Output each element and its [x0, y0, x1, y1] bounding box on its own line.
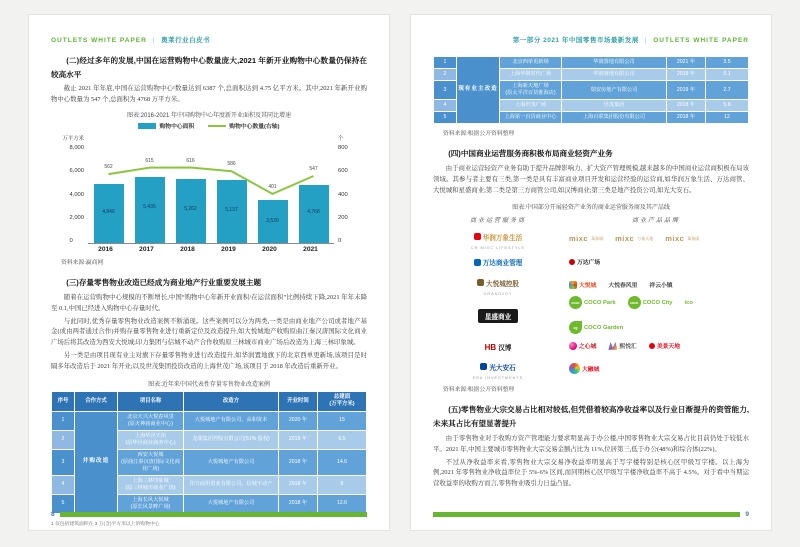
running-head-divider: |	[644, 37, 648, 44]
brand-chip	[608, 280, 637, 289]
renovator-cell: 华润置地有限公司	[562, 57, 666, 68]
brand-wordmark: mixc	[665, 234, 685, 244]
operator-name: 华润万象生活	[482, 234, 523, 242]
line-point-label: 616	[186, 157, 195, 164]
x-axis-label: 2021	[303, 246, 318, 254]
right-tick: 800	[338, 145, 348, 152]
operator-name: 光大安石	[489, 364, 516, 372]
brand-logo-grid	[433, 227, 749, 380]
project-name-cell: 北京西单更新场	[500, 57, 561, 68]
left-page-number: 8	[51, 511, 55, 518]
x-axis-label: 2019	[221, 246, 236, 254]
operator-logo-icon	[477, 279, 484, 286]
shopping-center-chart	[51, 110, 367, 253]
section3-heading: (三)存量零售物业改造已经成为商业地产行业重要发展主题	[66, 278, 262, 288]
table-header-cell: 项目名称	[118, 392, 183, 411]
brand-logo-icon: cg	[569, 321, 582, 334]
brand-chip	[569, 296, 616, 309]
operator-subtitle: EBA INVESTMENTS	[472, 376, 524, 381]
renovator-cell: 大悦城地产有限公司、高和资本	[184, 412, 278, 430]
footnote: 1 仅包括建筑面积在 3 万(含)平方米以上的购物中心	[51, 521, 160, 527]
table-header-row	[52, 392, 366, 411]
bar-value-label: 5,435	[143, 204, 156, 211]
brand-name: 大融城	[582, 367, 600, 374]
brand-logo-icon	[649, 343, 655, 349]
operator-logo-icon	[474, 233, 481, 240]
gfa-cell: 5.1	[706, 69, 748, 80]
gfa-cell: 15	[318, 412, 366, 430]
brand-chip	[569, 280, 596, 289]
brand-list	[563, 257, 749, 266]
section3-paragraph-1: 随着在运营购物中心规模的不断增长,中国“购物中心年新开业面积/在运营面积”比例持续下降,2021 年年末降至 0.1,中国已经进入购物中心存量时代。	[51, 293, 367, 312]
left-tick: 2,000	[69, 214, 84, 221]
bar-value-label: 5,137	[225, 206, 238, 213]
right-axis-unit: 个	[338, 136, 344, 143]
operator-wordmark	[474, 232, 523, 242]
brand-name: 大悦春风里	[608, 283, 638, 290]
opening-time-cell: 2021 年	[667, 57, 705, 68]
gfa-cell: 12	[706, 112, 748, 123]
count-line	[88, 145, 334, 243]
section2-heading: (二)经过多年的发展,中国在运营购物中心数量庞大,2021 年新开业购物中心数量仍保持在较高水平	[51, 56, 367, 79]
gfa-cell: 8	[318, 476, 366, 494]
operator-logo	[433, 273, 563, 296]
operator-wordmark	[480, 362, 515, 372]
line-point-label: 547	[309, 166, 318, 173]
running-head-section: 第一部分 2021 年中国零售市场最新发展	[512, 37, 639, 44]
table-header-cell: 序号	[52, 392, 74, 411]
opening-time-cell: 2019 年	[279, 431, 317, 449]
chart-legend	[51, 121, 367, 130]
brand-name: 萬象城	[591, 235, 604, 241]
row-number-cell: 5	[52, 495, 74, 513]
left-tick: 0	[69, 238, 73, 245]
brand-chip	[628, 296, 673, 309]
right-tick: 600	[338, 168, 348, 175]
brand-name: 祥云小镇	[649, 283, 673, 290]
brand-name: 之心城	[579, 344, 597, 351]
brand-chip	[569, 363, 599, 374]
brand-matrix-headers	[433, 215, 749, 224]
operator-logo	[433, 253, 563, 271]
line-point-label: 562	[104, 164, 113, 171]
brand-name: COCO City	[642, 299, 673, 306]
section5-paragraph-1: 由于零售物业对于收购方资产管理能力要求明显高于办公楼,中国零售物业大宗交易占比目前仍处于较低水平。2021 年,中国主要城市零售物业大宗交易金额占比为 11%,位居第三,低于办公(48%)和综合体(22%)。	[433, 434, 749, 453]
chart-x-labels	[85, 246, 331, 253]
row-number-cell: 3	[434, 81, 456, 99]
brand-matrix-title: 图表:中国部分开展轻资产业务的商业运营服务商及其产品线	[512, 205, 670, 212]
row-number-cell: 5	[434, 112, 456, 123]
opening-time-cell: 2018 年	[279, 450, 317, 475]
row-number-cell: 2	[434, 69, 456, 80]
line-point-label: 401	[268, 183, 277, 190]
project-name-cell: 北京大兴大悦春风里 (原火神庙商业中心)	[118, 412, 183, 430]
left-running-head	[51, 35, 367, 44]
right-page-number: 9	[745, 511, 749, 518]
gfa-cell: 12.6	[318, 495, 366, 513]
renovator-cell: 瑞安房地产有限公司	[562, 81, 666, 99]
renovator-cell: 上海百联集团股份有限公司	[562, 112, 666, 123]
operator-wordmark	[485, 342, 512, 352]
operator-logo	[433, 357, 563, 380]
chart-plot-area	[88, 145, 334, 244]
operator-prefix: HB	[484, 342, 497, 352]
group-label-cell: 现有业主改造	[457, 57, 499, 123]
brand-chip	[569, 257, 600, 266]
operator-subtitle: GRANDJOY	[483, 292, 513, 297]
brand-source: 资料来源:根据公开资料整理	[443, 387, 515, 394]
brand-chip	[608, 341, 636, 350]
project-name-cell: 上海华润时代广场	[500, 69, 561, 80]
brand-name: COCO Park	[584, 299, 616, 306]
left-tick: 4,000	[69, 191, 84, 198]
brand-row	[433, 334, 749, 357]
section4-heading: (四)中国商业运营服务商积极布局商业轻资产业务	[448, 149, 613, 159]
opening-time-cell: 2019 年	[667, 81, 705, 99]
x-axis-label: 2017	[139, 246, 154, 254]
group-label-cell: 并购改造	[75, 412, 117, 513]
brand-row	[433, 273, 749, 296]
brand-chip	[569, 321, 623, 334]
table-header-cell: 改造方	[184, 392, 278, 411]
opening-time-cell: 2018 年	[667, 112, 705, 123]
line-point-label: 586	[227, 161, 236, 168]
section3-paragraph-2: 与此同时,优秀存量零售物业改造案例不断涌现。这些案例可以分为两类,一类是由商业地产公司或者地产基金(或由两者通过合作)并购存量零售物业进行重新定位及改造提升,如大悦城地产收购原曲江秦汉唐国际文化商业广场后将其改造为西安大悦城;印力集团与信城不动产合作收购原三林城市商业广场后改造为上海三林印象城。	[51, 317, 367, 347]
brand-name: 萬象匯	[687, 235, 700, 241]
brand-name: 美景天地	[656, 344, 681, 351]
chart-source: 资料来源:赢商网	[61, 260, 104, 267]
brand-name: 万达广场	[577, 260, 601, 267]
brand-chip	[569, 341, 596, 350]
right-tick: 200	[338, 214, 348, 221]
operator-name: 大悦城控股	[486, 280, 519, 288]
x-axis-label: 2018	[180, 246, 195, 254]
brand-row	[433, 357, 749, 380]
running-head-en: OUTLETS WHITE PAPER	[51, 37, 147, 44]
opening-time-cell: 2018 年	[279, 495, 317, 513]
opening-time-cell: 2019 年	[667, 69, 705, 80]
x-axis-label: 2016	[98, 246, 113, 254]
brand-logo-icon	[569, 281, 577, 289]
left-page-footer	[51, 511, 367, 518]
brand-column-header: 商业产品品牌	[631, 218, 680, 225]
gfa-cell: 3.5	[706, 57, 748, 68]
bar-value-label: 3,530	[266, 218, 279, 225]
running-head-en: OUTLETS WHITE PAPER	[653, 37, 749, 44]
brand-chip	[649, 280, 672, 289]
section2-paragraph: 截止 2021 年年底,中国在运营购物中心¹数量达到 6387 个,总面积达到 4.75 亿平方米。其中,2021 年新开业购物中心数量为 547 个,总面积为 4768 万平方米。	[51, 85, 367, 104]
right-tick: 0	[338, 238, 342, 245]
operator-logo-icon	[480, 363, 487, 370]
project-name-cell: 上海第一百货商业中心	[500, 112, 561, 123]
bar-value-label: 4,846	[102, 208, 115, 215]
legend-item-area	[138, 121, 194, 130]
right-page-footer	[433, 511, 749, 518]
operator-logo	[433, 227, 563, 250]
brand-logo-icon	[569, 259, 575, 265]
brand-name: ico	[684, 299, 693, 306]
operator-logo	[433, 306, 563, 324]
brand-logo-icon: coco	[569, 296, 582, 309]
renovator-cell: 大悦城地产有限公司	[184, 450, 278, 475]
brand-wordmark: mixc	[615, 234, 635, 244]
page-left	[28, 14, 390, 531]
brand-name: 熙悦汇	[619, 344, 637, 351]
gfa-cell: 2.7	[706, 81, 748, 99]
brand-logo-icon	[569, 342, 577, 350]
operator-name: 万达商业管理	[482, 260, 523, 268]
legend-item-count	[208, 121, 279, 130]
legend-area-label: 购物中心面积	[159, 124, 195, 131]
renovation-table-left	[51, 391, 367, 514]
section5-paragraph-2: 不过从净收益率来看,零售物业大宗交易净收益率明显高于写字楼特别是核心区甲级写字楼。以上海为例,2021 年零售物业净收益率位于 5%-6% 区间,而同期核心区甲级写字楼净收益率不高于 4.5%。对于看中当期运营收益率的收购方而言,零售物业吸引力日益凸显。	[433, 458, 749, 488]
renovator-cell: 华润置地有限公司	[562, 69, 666, 80]
brand-chip	[685, 300, 693, 306]
operator-wordmark	[478, 309, 518, 323]
section5-heading: (五)零售物业大宗交易占比相对较低,但凭借着较高净收益率以及行业日渐提升的资管能力,未来其占比有望显著提升	[433, 405, 749, 429]
right-axis-ticks	[338, 146, 348, 244]
project-name-cell: 上海世茂广场	[500, 100, 561, 111]
bar-value-label: 5,262	[184, 205, 197, 212]
brand-row	[433, 227, 749, 250]
brand-chip	[615, 234, 653, 243]
project-name-cell: 西安大悦城 (原曲江秦汉唐国际文化商业广场)	[118, 450, 183, 475]
brand-list	[563, 363, 749, 374]
table-header-cell: 总建面 (万平方米)	[318, 392, 366, 411]
project-name-cell: 上海长风大悦城 (原长风景畔广场)	[118, 495, 183, 513]
footer-bar	[433, 512, 740, 517]
gfa-cell: 6.5	[318, 431, 366, 449]
operator-column-header: 商业运营服务商	[469, 218, 526, 225]
operator-subtitle: CR MIXC LIFESTYLE	[470, 246, 526, 251]
bar-swatch-icon	[138, 123, 156, 129]
opening-time-cell: 2018 年	[279, 476, 317, 494]
brand-list	[563, 341, 749, 350]
right-table-source: 资料来源:根据公开资料整理	[443, 131, 515, 138]
left-axis-unit: 万平方米	[62, 136, 84, 143]
right-axis	[334, 134, 364, 244]
x-axis-label: 2020	[262, 246, 277, 254]
running-head-divider: |	[152, 37, 156, 44]
brand-chip	[665, 234, 699, 243]
left-axis	[54, 134, 88, 244]
brand-logo-icon	[569, 363, 580, 374]
right-running-head	[433, 35, 749, 44]
opening-time-cell: 2020 年	[279, 412, 317, 430]
brand-row	[433, 296, 749, 334]
project-name-cell: 上海新天地广场 (原太平洋百货淮海店)	[500, 81, 561, 99]
row-number-cell: 4	[434, 100, 456, 111]
brand-name: 万象天地	[637, 235, 654, 241]
renovator-cell: 世茂集团	[562, 100, 666, 111]
page-right	[410, 14, 772, 531]
gfa-cell: 5.8	[706, 100, 748, 111]
left-tick: 8,000	[69, 145, 84, 152]
left-tick: 6,000	[69, 168, 84, 175]
brand-logo-icon: coco	[628, 296, 641, 309]
table-header-cell: 合作方式	[75, 392, 117, 411]
brand-wordmark: mixc	[569, 234, 589, 244]
chart-title: 图表:2016-2021 年中国购物中心年度新开业面积及其同比增速	[126, 113, 292, 120]
brand-list	[563, 280, 749, 289]
brand-row	[433, 250, 749, 273]
brand-logo-icon	[608, 342, 617, 350]
row-number-cell: 2	[52, 431, 74, 449]
section3-paragraph-3: 另一类是由项目现有业主对旗下存量零售物业进行改造提升,如华润置地旗下的北京西单更新场,该项目是时隔多年改造后于 2021 年开业;以及世茂集团投资改造的上海世茂广场,该项目于 2018 年改造后重新开业。	[51, 352, 367, 371]
brand-list	[563, 296, 749, 334]
operator-logo-icon	[474, 259, 481, 266]
row-number-cell: 1	[52, 412, 74, 430]
left-axis-ticks	[69, 146, 84, 244]
brand-chip	[569, 234, 603, 243]
row-number-cell: 3	[52, 450, 74, 475]
legend-count-label: 购物中心数量(右轴)	[229, 124, 280, 131]
renovation-table	[51, 391, 367, 514]
project-name-cell: 上海华泾天街 (原华泾商业商务中心)	[118, 431, 183, 449]
left-table-title: 图表:近年来中国代表性存量零售物业改造案例	[148, 381, 270, 388]
opening-time-cell: 2018 年	[667, 100, 705, 111]
renovation-table	[433, 56, 749, 124]
operator-wordmark	[477, 278, 519, 288]
operator-name: 汉博	[498, 345, 512, 353]
operator-logo	[433, 337, 563, 355]
renovator-cell: 大悦城地产有限公司	[184, 495, 278, 513]
gfa-cell: 14.6	[318, 450, 366, 475]
brand-name: COCO Garden	[584, 324, 624, 331]
section4-paragraph: 由于商业运营轻资产业务有助于提升品牌影响力、扩大资产管理规模,越来越多的中国商业运营商积极布局该领域。其参与者主要有三类,第一类是具有丰富商业项目开发和运营经验的运营商,如华润万象生活、万达商管、大悦城和星盛商业;第二类是第三方商管公司,如汉博商业;第三类是地产投资公司,如光大安石。	[433, 164, 749, 194]
bar-value-label: 4,768	[307, 209, 320, 216]
renovation-table-right	[433, 56, 749, 124]
line-swatch-icon	[208, 125, 226, 127]
running-head-zh: 奥莱行业白皮书	[161, 37, 211, 44]
brand-chip	[649, 341, 680, 350]
table-header-cell: 开业时间	[279, 392, 317, 411]
brand-name: 大悦城	[579, 283, 597, 290]
renovator-cell: 印力商用置业有限公司、信城不动产	[184, 476, 278, 494]
table-row	[434, 57, 748, 68]
table-row	[52, 412, 366, 430]
chart-body	[51, 134, 367, 244]
renovator-cell: 龙湖集团控股有限公司(51% 股权)	[184, 431, 278, 449]
row-number-cell: 1	[434, 57, 456, 68]
operator-name: 星盛商业	[484, 314, 512, 322]
right-tick: 400	[338, 191, 348, 198]
brand-list	[563, 234, 749, 243]
line-point-label: 615	[145, 157, 154, 164]
project-name-cell: 上海三林印象城 (原三林城市商业广场)	[118, 476, 183, 494]
footer-bar	[60, 512, 367, 517]
operator-wordmark	[474, 257, 523, 267]
row-number-cell: 4	[52, 476, 74, 494]
